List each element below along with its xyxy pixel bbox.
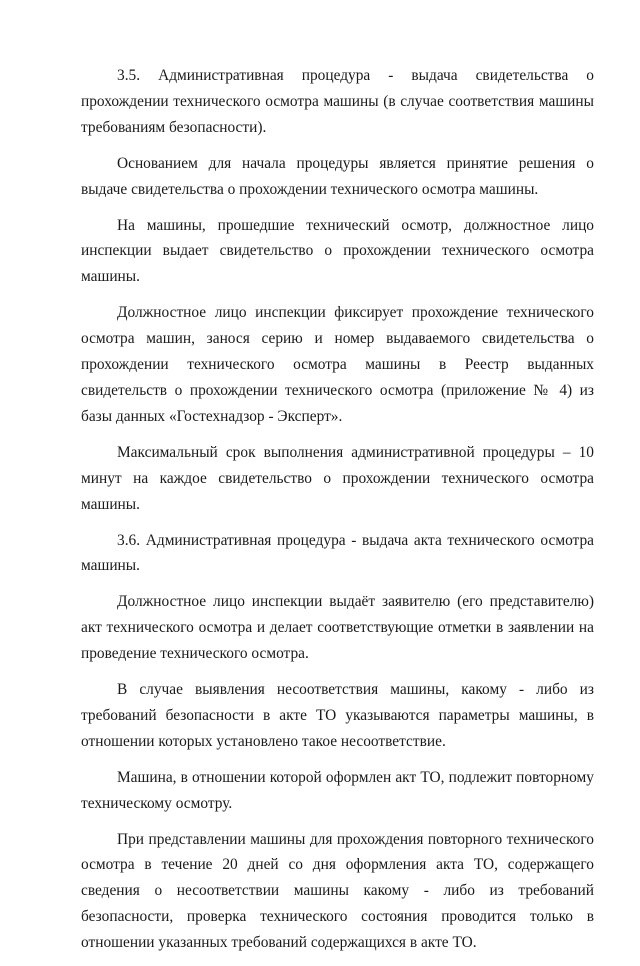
paragraph: На машины, прошедшие технический осмотр, должностное лицо инспекции выдает свидетельство о прохождении технического осмотра машины.: [81, 216, 594, 286]
paragraph: Должностное лицо инспекции выдаёт заявителю (его представителю) акт технического осмотра и делает соответствующие отметки в заявлении на проведение технического осмотра.: [81, 593, 594, 663]
paragraph: Должностное лицо инспекции фиксирует прохождение технического осмотра машин, занося серию и номер выдаваемого свидетельства о прохождении технического осмотра машины в Реестр выданных свидетельств о прохождении технического осмотра (приложение № 4) из базы данных «Гостехнадзор - Эксперт».: [81, 304, 594, 425]
paragraph: Машина, в отношении которой оформлен акт ТО, подлежит повторному техническому осмотру.: [81, 768, 594, 812]
paragraph: В случае выявления несоответствия машины, какому - либо из требований безопасности в акте ТО указываются параметры машины, в отношении которых установлено такое несоответствие.: [81, 681, 594, 750]
paragraph-3-6-heading: 3.6. Административная процедура - выдача акта технического осмотра машины.: [81, 531, 594, 575]
paragraph-3-5-heading: 3.5. Административная процедура - выдача свидетельства о прохождении технического осмотра машины (в случае соответствия машины требованиям безопасности).: [81, 67, 594, 136]
paragraph: При представлении машины для прохождения повторного технического осмотра в течение 20 дней со дня оформления акта ТО, содержащего сведения о несоответствии машины какому - либо из требований безопасности, проверка технического состояния проводится только в отношении указанных требований содержащихся в акте ТО.: [81, 830, 594, 952]
paragraph: Основанием для начала процедуры является принятие решения о выдаче свидетельства о прохождении технического осмотра машины.: [81, 154, 594, 198]
paragraph: Максимальный срок выполнения административной процедуры – 10 минут на каждое свидетельство о прохождении технического осмотра машины.: [81, 443, 594, 513]
document-body: [81, 63, 594, 966]
